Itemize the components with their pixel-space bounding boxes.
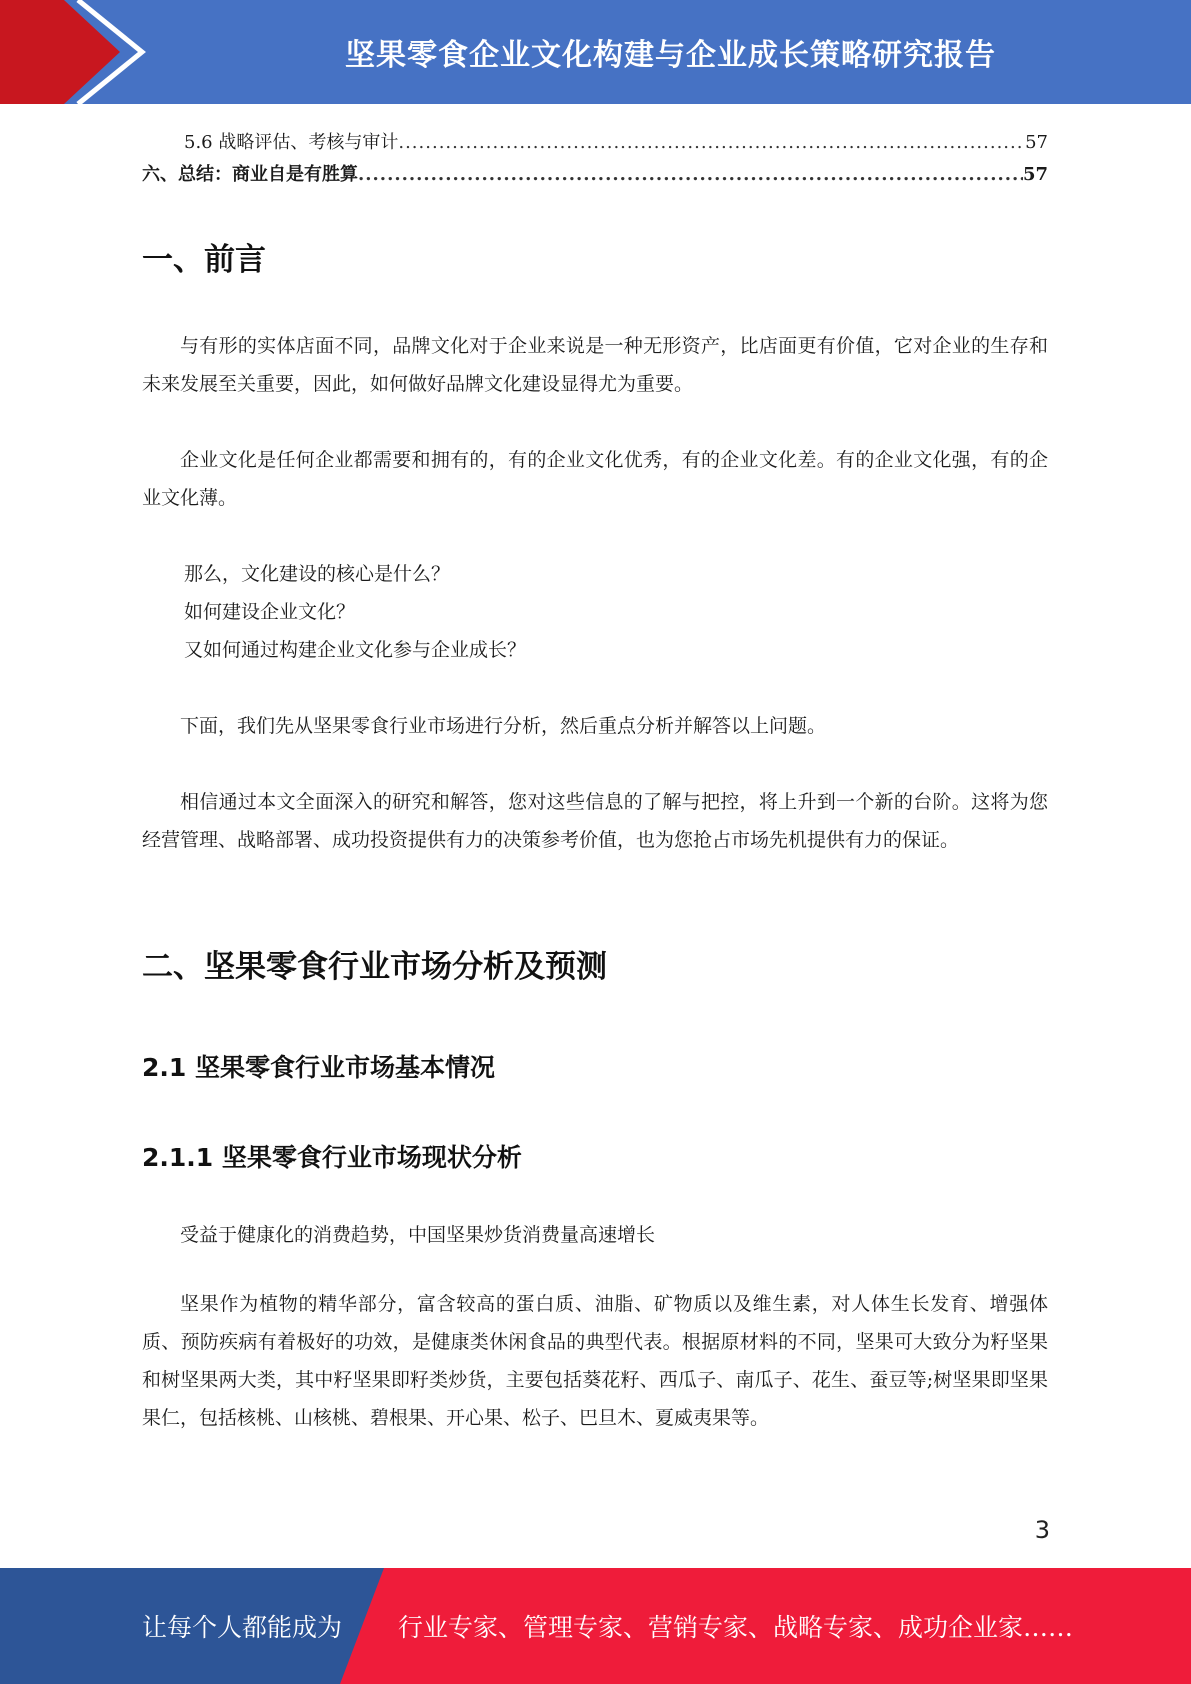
- question-line: 如何建设企业文化？: [184, 601, 356, 623]
- report-title: 坚果零食企业文化构建与企业成长策略研究报告: [345, 38, 996, 73]
- page-footer: [0, 1568, 1191, 1684]
- page-number: 3: [1034, 1516, 1050, 1544]
- paragraph: 企业文化是任何企业都需要和拥有的，有的企业文化优秀，有的企业文化差。有的企业文化强，有的企业文化薄。: [142, 449, 1048, 509]
- toc-leader-dots: [358, 162, 1023, 188]
- paragraph: 受益于健康化的消费趋势，中国坚果炒货消费量高速增长: [180, 1224, 656, 1246]
- paragraph: 下面，我们先从坚果零食行业市场进行分析，然后重点分析并解答以上问题。: [180, 715, 827, 737]
- toc-entry-page: 57: [1022, 164, 1048, 185]
- question-line: 那么，文化建设的核心是什么？: [184, 563, 451, 585]
- paragraph: 坚果作为植物的精华部分，富含较高的蛋白质、油脂、矿物质以及维生素，对人体生长发育、增强体质、预防疾病有着极好的功效，是健康类休闲食品的典型代表。根据原材料的不同，坚果可大致分为籽坚果和树坚果两大类，其中籽坚果即籽类炒货，主要包括葵花籽、西瓜子、南瓜子、花生、蚕豆等;树坚果即坚果果仁，包括核桃、山核桃、碧根果、开心果、松子、巴旦木、夏威夷果等。: [142, 1293, 1048, 1429]
- footer-slogan-right: 行业专家、管理专家、营销专家、战略专家、成功企业家……: [398, 1613, 1074, 1642]
- section-heading-market-analysis: 二、坚果零食行业市场分析及预测: [142, 949, 607, 985]
- paragraph: 相信通过本文全面深入的研究和解答，您对这些信息的了解与把控，将上升到一个新的台阶。这将为您经营管理、战略部署、成功投资提供有力的决策参考价值，也为您抢占市场先机提供有力的保证。: [142, 791, 1048, 851]
- question-line: 又如何通过构建企业文化参与企业成长？: [184, 639, 527, 661]
- header-red-arrow: [0, 0, 120, 104]
- footer-slogan-left: 让每个人都能成为: [142, 1613, 343, 1642]
- section-heading-foreword: 一、前言: [142, 242, 266, 278]
- toc-entry-text: 六、总结：商业自是有胜算: [142, 164, 358, 185]
- toc-leader-dots: [398, 130, 1025, 156]
- toc-entry: [142, 160, 1048, 188]
- subsection-heading: 2.1.1 坚果零食行业市场现状分析: [142, 1143, 522, 1172]
- page-header: [0, 0, 1191, 111]
- toc-entry-text: 5.6 战略评估、考核与审计: [184, 132, 399, 153]
- toc-entry: [142, 128, 1048, 156]
- subsection-heading: 2.1 坚果零食行业市场基本情况: [142, 1053, 495, 1082]
- toc-entry-page: 57: [1025, 132, 1048, 153]
- paragraph: 与有形的实体店面不同，品牌文化对于企业来说是一种无形资产，比店面更有价值，它对企业的生存和未来发展至关重要，因此，如何做好品牌文化建设显得尤为重要。: [142, 335, 1048, 395]
